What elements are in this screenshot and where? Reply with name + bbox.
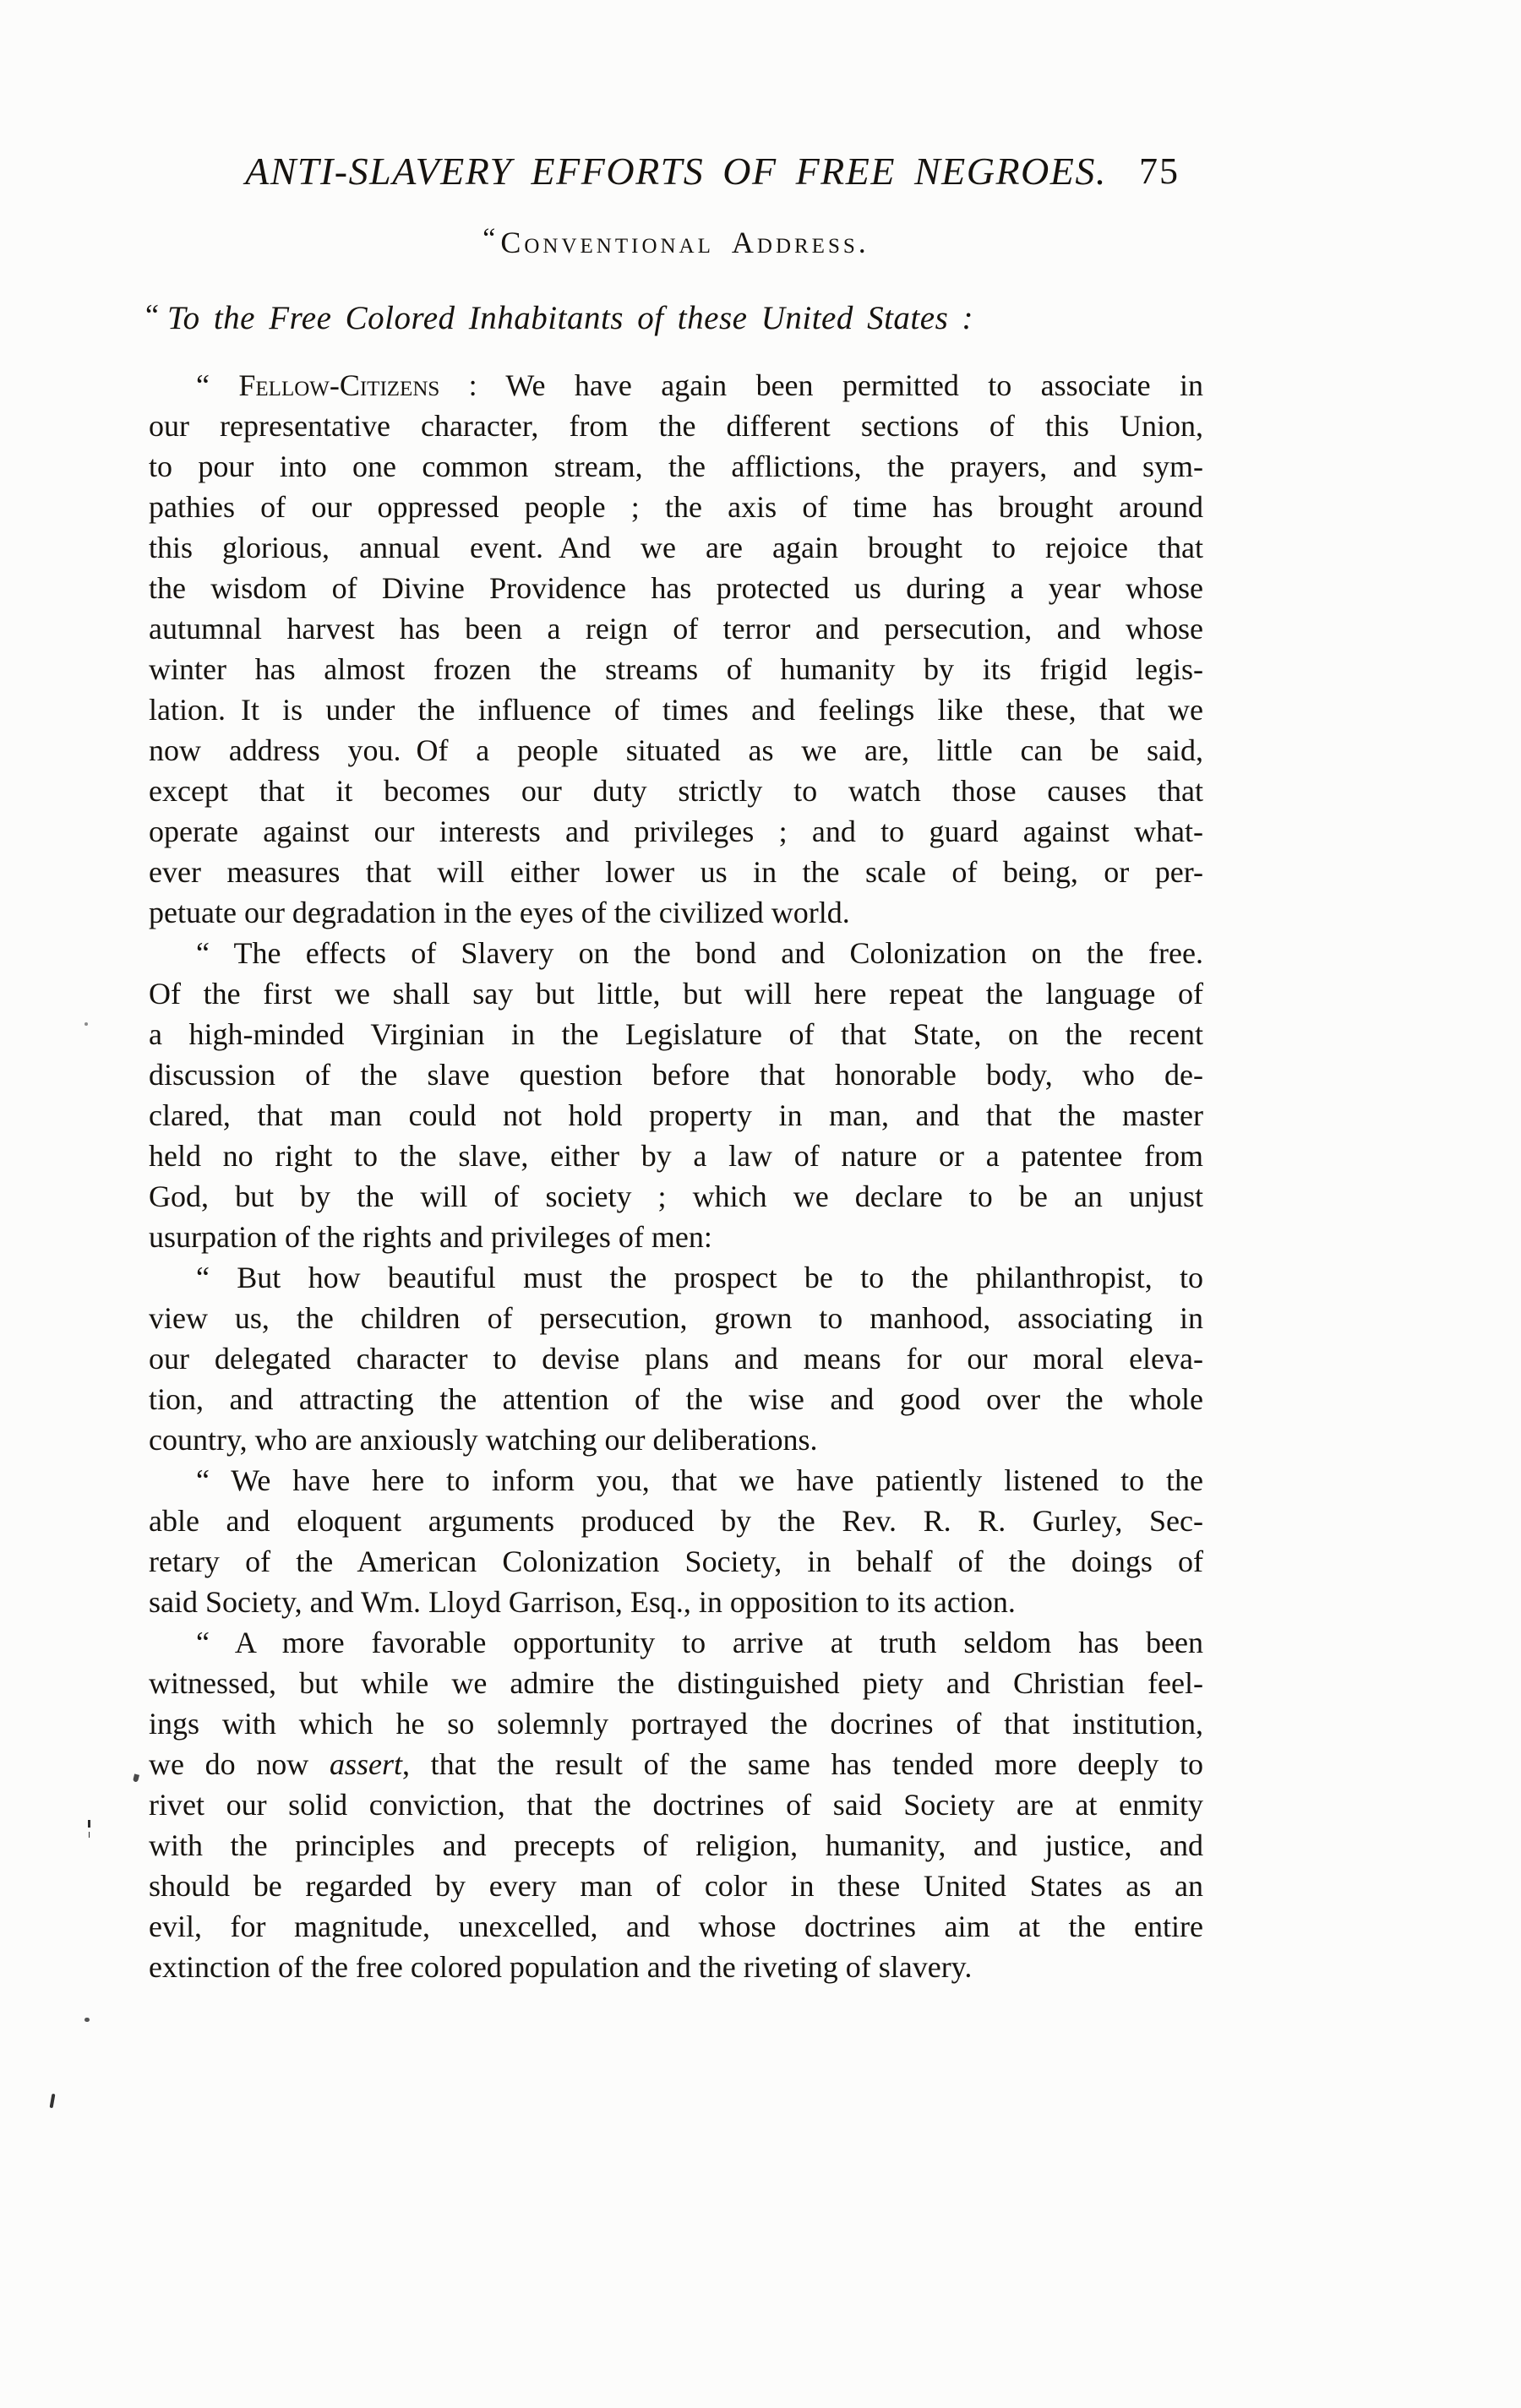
text-run: our representative character, from the different sections of this Union,	[149, 409, 1203, 443]
text-line	[149, 1501, 1203, 1541]
text-run: pathies of our oppressed people ; the axis of time has brought around	[149, 490, 1203, 524]
paragraph	[149, 1622, 1203, 1987]
text-line	[149, 892, 1203, 933]
text-line	[149, 1419, 1203, 1460]
text-run: to pour into one common stream, the afflictions, the prayers, and sym-	[149, 449, 1203, 483]
running-header	[149, 149, 1203, 199]
text-line	[149, 1217, 1203, 1257]
text-line	[149, 1014, 1203, 1054]
text-run: petuate our degradation in the eyes of the civilized world.	[149, 896, 850, 929]
text-line	[149, 568, 1203, 608]
scan-speck	[133, 1773, 139, 1782]
text-line	[149, 1582, 1203, 1622]
text-line	[149, 1379, 1203, 1419]
section-heading	[149, 223, 1203, 260]
text-run: “	[196, 368, 239, 402]
scan-speck	[84, 2018, 90, 2022]
text-line	[149, 1136, 1203, 1176]
text-line	[149, 1703, 1203, 1744]
text-line	[149, 365, 1203, 406]
text-line	[149, 973, 1203, 1014]
body-text	[149, 365, 1203, 1987]
text-run: clared, that man could not hold property in man, and that the master	[149, 1098, 1203, 1132]
section-heading-text: Conventional Address.	[500, 226, 870, 259]
text-run: witnessed, but while we admire the distinguished piety and Christian feel-	[149, 1666, 1203, 1700]
text-run: “ A more favorable opportunity to arrive at truth seldom has been	[196, 1626, 1203, 1659]
text-run: country, who are anxiously watching our deliberations.	[149, 1423, 818, 1457]
text-run: Of the first we shall say but little, but will here repeat the language of	[149, 977, 1203, 1011]
text-run: the wisdom of Divine Providence has protected us during a year whose	[149, 571, 1203, 605]
text-run: our delegated character to devise plans and means for our moral eleva-	[149, 1342, 1203, 1376]
text-run: retary of the American Colonization Society, in behalf of the doings of	[149, 1544, 1203, 1578]
paragraph	[149, 365, 1203, 933]
text-run: a high-minded Virginian in the Legislature of that State, on the recent	[149, 1017, 1203, 1051]
text-line	[149, 852, 1203, 892]
paragraph	[149, 933, 1203, 1257]
text-line	[149, 689, 1203, 730]
paragraph	[149, 1460, 1203, 1622]
text-line	[149, 1622, 1203, 1663]
italic-text-run: assert	[329, 1747, 402, 1781]
text-line	[149, 1825, 1203, 1866]
scan-speck	[88, 1820, 90, 1828]
text-line	[149, 1095, 1203, 1136]
text-run: we do now	[149, 1747, 330, 1781]
text-line	[149, 1298, 1203, 1338]
text-run: winter has almost frozen the streams of humanity by its frigid legis-	[149, 652, 1203, 686]
page-number: 75	[1139, 150, 1180, 192]
text-run: tion, and attracting the attention of the wise and good over the whole	[149, 1382, 1203, 1416]
text-run: now address you. Of a people situated as we are, little can be said,	[149, 733, 1203, 767]
text-line	[149, 1176, 1203, 1217]
text-run: extinction of the free colored population and the riveting of slavery.	[149, 1950, 973, 1984]
text-run: “ But how beautiful must the prospect be to the philanthropist, to	[196, 1261, 1203, 1294]
salutation-line	[145, 297, 1200, 337]
text-run: discussion of the slave question before that honorable body, who de-	[149, 1058, 1203, 1092]
paragraph	[149, 1257, 1203, 1460]
text-run: God, but by the will of society ; which we declare to be an unjust	[149, 1179, 1203, 1213]
text-line	[149, 771, 1203, 811]
text-run: autumnal harvest has been a reign of terror and persecution, and whose	[149, 612, 1203, 646]
text-line	[149, 527, 1203, 568]
text-line	[149, 608, 1203, 649]
text-line	[149, 1906, 1203, 1947]
text-line	[149, 487, 1203, 527]
text-run: “ We have here to inform you, that we have patiently listened to the	[196, 1463, 1203, 1497]
text-run: usurpation of the rights and privileges of men:	[149, 1220, 712, 1254]
text-run: said Society, and Wm. Lloyd Garrison, Esq., in opposition to its action.	[149, 1585, 1016, 1619]
salutation-text: To the Free Colored Inhabitants of these United States :	[166, 300, 973, 336]
text-line	[149, 1460, 1203, 1501]
text-run: lation. It is under the influence of times and feelings like these, that we	[149, 693, 1203, 727]
text-run: ever measures that will either lower us in the scale of being, or per-	[149, 855, 1203, 889]
text-run: : We have again been permitted to associate in	[439, 368, 1203, 402]
text-line	[149, 1663, 1203, 1703]
text-run: rivet our solid conviction, that the doctrines of said Society are at enmity	[149, 1788, 1203, 1822]
text-run: , that the result of the same has tended more deeply to	[401, 1747, 1203, 1781]
text-run: with the principles and precepts of religion, humanity, and justice, and	[149, 1828, 1203, 1862]
text-line	[149, 933, 1203, 973]
text-run: operate against our interests and privileges ; and to guard against what-	[149, 814, 1203, 848]
text-line	[149, 446, 1203, 487]
text-line	[149, 406, 1203, 446]
text-run: this glorious, annual event. And we are again brought to rejoice that	[149, 531, 1203, 564]
text-run: evil, for magnitude, unexcelled, and whose doctrines aim at the entire	[149, 1910, 1203, 1943]
text-line	[149, 1257, 1203, 1298]
text-run: ings with which he so solemnly portrayed the docrines of that institution,	[149, 1707, 1203, 1741]
text-run: “ The effects of Slavery on the bond and Colonization on the free.	[196, 936, 1203, 970]
text-line	[149, 1744, 1203, 1784]
text-run: except that it becomes our duty strictly to watch those causes that	[149, 774, 1203, 808]
smallcaps-text-run: Fellow-Citizens	[238, 368, 440, 402]
running-header-title: ANTI-SLAVERY EFFORTS OF FREE NEGROES.	[245, 150, 1107, 193]
text-run: able and eloquent arguments produced by the Rev. R. R. Gurley, Sec-	[149, 1504, 1203, 1538]
text-line	[149, 730, 1203, 771]
text-line	[149, 811, 1203, 852]
text-line	[149, 1054, 1203, 1095]
text-line	[149, 1784, 1203, 1825]
text-run: should be regarded by every man of color in these United States as an	[149, 1869, 1203, 1903]
text-line	[149, 1338, 1203, 1379]
text-line	[149, 1947, 1203, 1987]
text-line	[149, 1541, 1203, 1582]
text-line	[149, 1866, 1203, 1906]
text-run: view us, the children of persecution, grown to manhood, associating in	[149, 1301, 1203, 1335]
scan-speck	[84, 1022, 88, 1026]
opening-quote-mark: “	[145, 298, 159, 332]
scan-speck	[50, 2094, 56, 2108]
opening-quote-mark: “	[482, 223, 496, 254]
text-line	[149, 649, 1203, 689]
text-run: held no right to the slave, either by a law of nature or a patentee from	[149, 1139, 1203, 1173]
